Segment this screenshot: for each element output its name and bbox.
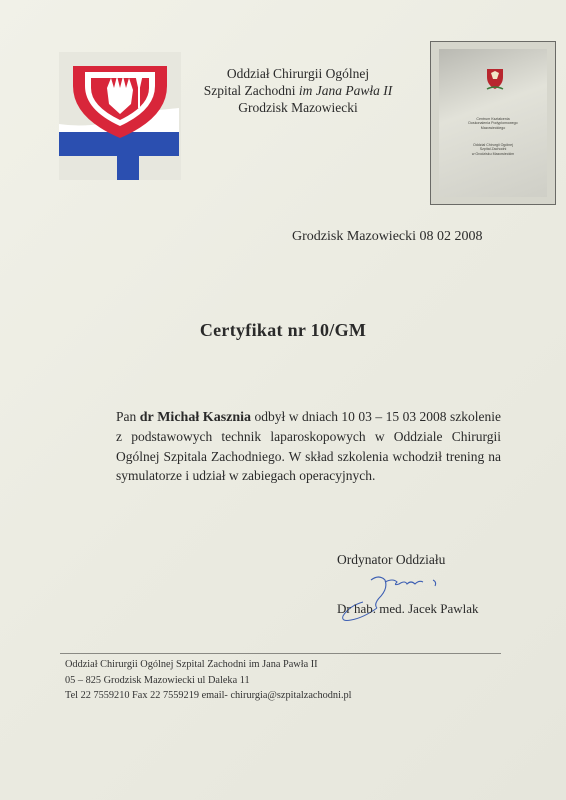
- footer-line-3: Tel 22 7559210 Fax 22 7559219 email- chirurgia@szpitalzachodni.pl: [65, 690, 352, 701]
- footer-line-2: 05 – 825 Grodzisk Mazowiecki ul Daleka 11: [65, 674, 250, 686]
- signatory-name: Dr hab. med. Jacek Pawlak: [337, 601, 479, 616]
- issue-date: Grodzisk Mazowiecki 08 02 2008: [292, 229, 483, 244]
- framed-certificate-panel: [439, 49, 547, 197]
- framed-line: Doskonalenia Podyplomowego: [468, 121, 518, 126]
- framed-line: Mazowieckiego: [480, 125, 506, 130]
- signature-role: Ordynator Oddziału: [337, 552, 446, 567]
- footer-line-1: Oddział Chirurgii Ogólnej Szpital Zachodni im Jana Pawła II: [65, 659, 318, 670]
- body-prefix: Pan: [116, 409, 140, 424]
- crest-icon: [485, 67, 505, 91]
- recipient-title: dr: [139, 410, 154, 425]
- framed-line: w Grodzisku Mazowieckim: [471, 151, 515, 156]
- header-line-2-prefix: Szpital Zachodni: [203, 83, 299, 98]
- header-line-2: [180, 82, 416, 99]
- framed-line: Szpital Zachodni: [479, 147, 507, 152]
- hospital-logo: [59, 52, 181, 180]
- framed-line: Centrum Kształcenia: [476, 117, 510, 121]
- header-line-1: Oddział Chirurgii Ogólnej: [226, 66, 370, 81]
- framed-line: Oddział Chirurgii Ogólnej: [473, 143, 513, 147]
- certificate-title: Certyfikat nr 10/GM: [199, 320, 367, 340]
- header-line-3: Grodzisk Mazowiecki: [238, 100, 358, 115]
- handwritten-signature: [333, 560, 473, 630]
- certificate-body: [116, 407, 501, 485]
- footer-address: [65, 657, 352, 704]
- header-line-2-italic: im Jana Pawła II: [298, 83, 393, 98]
- footer-divider: [60, 653, 501, 654]
- recipient-name: Michał Kasznia: [157, 410, 252, 425]
- hospital-header: [180, 65, 416, 116]
- framed-text-block-2: [443, 143, 543, 156]
- framed-text-block-1: [443, 117, 543, 130]
- body-text: odbył w dniach 10 03 – 15 03 2008 szkolenie z podstawowych technik laparoskopowych w Oddziale Chirurgii Ogólnej Szpitala Zachodniego. W skład szkolenia wchodził trening na symulatorze i udział w zabiegach operacyjnych.: [116, 409, 502, 483]
- framed-certificate-image: [430, 41, 556, 205]
